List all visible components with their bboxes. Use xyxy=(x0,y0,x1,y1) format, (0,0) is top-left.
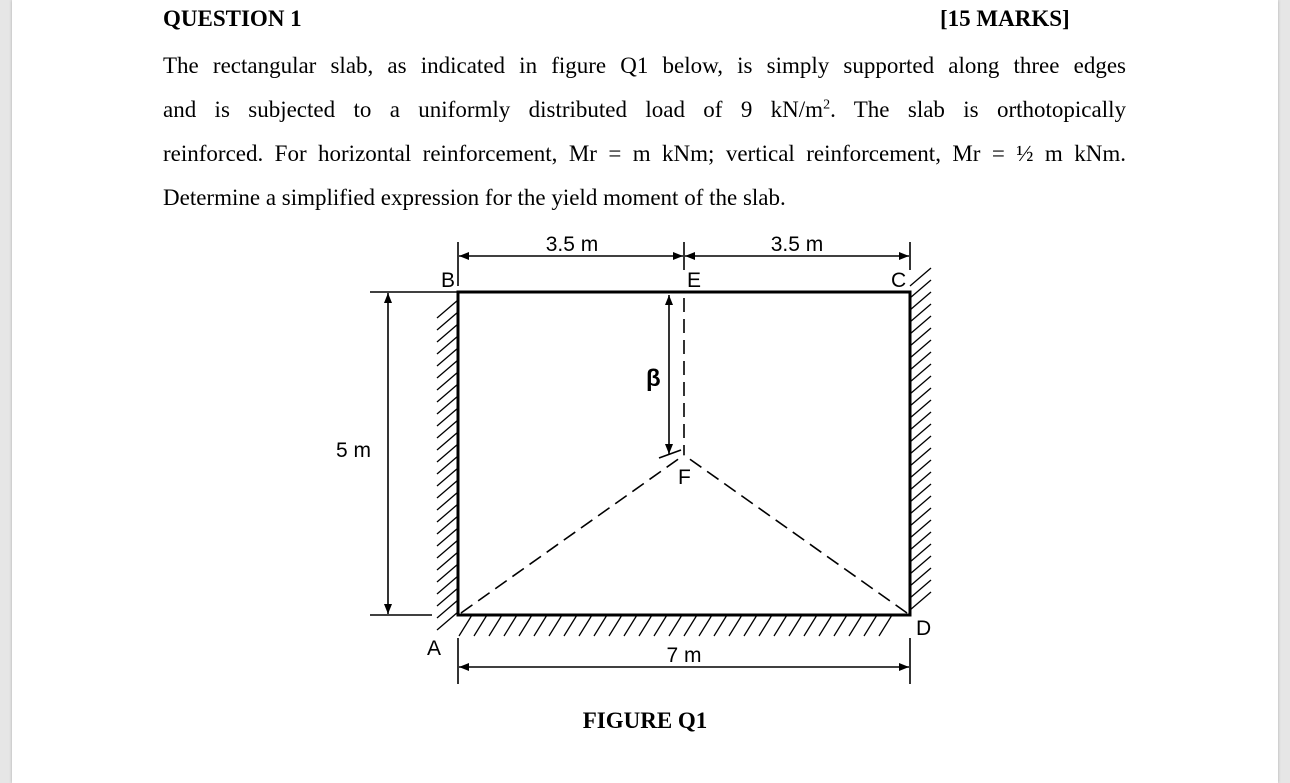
question-line-1: The rectangular slab, as indicated in figure Q1 below, is simply supported along three edges xyxy=(163,53,1126,78)
dim-top-right: 3.5 m xyxy=(770,233,824,256)
label-b: B xyxy=(441,269,456,292)
hatch-stroke xyxy=(489,615,502,636)
slab-figure xyxy=(12,0,1278,783)
question-line-2-pre: and is subjected to a uniformly distributed load of 9 kN/m xyxy=(163,97,824,122)
hatch-stroke xyxy=(639,615,652,636)
hatch-stroke xyxy=(564,615,577,636)
hatch-stroke xyxy=(774,615,787,636)
hatch-stroke xyxy=(714,615,727,636)
hatch-stroke xyxy=(819,615,832,636)
label-beta: β xyxy=(646,365,661,392)
hatch-stroke xyxy=(879,615,892,636)
dim-bottom: 7 m xyxy=(666,644,702,667)
hatch-stroke xyxy=(834,615,847,636)
hatch-stroke xyxy=(459,615,472,636)
hatch-stroke xyxy=(729,615,742,636)
label-c: C xyxy=(891,269,907,292)
beta-tick xyxy=(659,450,681,458)
question-title: QUESTION 1 xyxy=(163,6,302,31)
hatch-stroke xyxy=(654,615,667,636)
label-a: A xyxy=(427,637,442,660)
hatch-stroke xyxy=(594,615,607,636)
hatch-stroke xyxy=(684,615,697,636)
label-e: E xyxy=(687,269,702,292)
question-line-2-post: . The slab is orthotopically xyxy=(830,97,1126,122)
support-hatch-bottom xyxy=(459,615,892,636)
hatch-stroke xyxy=(849,615,862,636)
yield-line-af xyxy=(461,455,684,613)
dim-top-left: 3.5 m xyxy=(545,233,599,256)
label-f: F xyxy=(678,466,691,489)
document-page xyxy=(12,0,1278,783)
question-marks: [15 MARKS] xyxy=(940,6,1070,31)
figure-caption: FIGURE Q1 xyxy=(582,708,708,733)
hatch-stroke xyxy=(519,615,532,636)
hatch-stroke xyxy=(624,615,637,636)
hatch-stroke xyxy=(609,615,622,636)
hatch-stroke xyxy=(534,615,547,636)
yield-line-df xyxy=(684,455,907,613)
question-line-4: Determine a simplified expression for the yield moment of the slab. xyxy=(163,185,786,210)
hatch-stroke xyxy=(549,615,562,636)
hatch-stroke xyxy=(699,615,712,636)
dim-height: 5 m xyxy=(336,439,372,462)
hatch-stroke xyxy=(759,615,772,636)
hatch-stroke xyxy=(864,615,877,636)
hatch-stroke xyxy=(669,615,682,636)
question-line-2-sup: 2 xyxy=(823,97,831,113)
question-line-3: reinforced. For horizontal reinforcement, Mr = m kNm; vertical reinforcement, Mr = ½ m kNm. xyxy=(163,141,1126,166)
hatch-stroke xyxy=(474,615,487,636)
support-hatch-right xyxy=(910,268,931,610)
hatch-stroke xyxy=(579,615,592,636)
hatch-stroke xyxy=(804,615,817,636)
hatch-stroke xyxy=(789,615,802,636)
hatch-stroke xyxy=(744,615,757,636)
label-d: D xyxy=(916,617,932,640)
hatch-stroke xyxy=(504,615,517,636)
support-hatch-left xyxy=(437,300,458,630)
